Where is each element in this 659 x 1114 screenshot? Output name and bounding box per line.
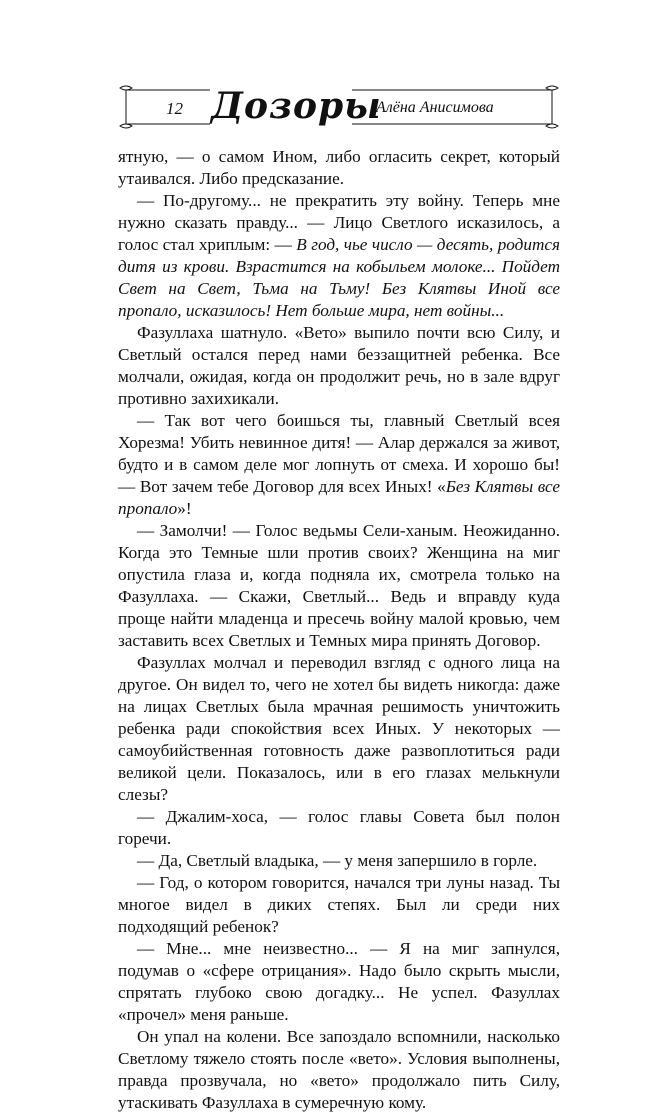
text-run: ятную, — о самом Ином, либо огласить секрет, который утаивался. Либо предсказание.: [118, 147, 560, 188]
text-run: Фазуллах молчал и переводил взгляд с одного лица на другое. Он видел то, чего не хотел бы видеть никогда: даже на лицах Светлых была мрачная решимость уничтожить ребенка ради спокойствия всех Иных. У некоторых — самоубийственная готовность даже развоплотиться ради великой цели. Показалось, или в его глазах мелькнули слезы?: [118, 653, 560, 804]
paragraph: [118, 1026, 560, 1114]
text-run: — По-другому... не прекратить эту войну. Теперь мне нужно сказать правду... — Лицо Светлого исказилось, а голос стал хриплым: —: [118, 191, 560, 254]
italic-text: В год, чье число — десять, родится дитя из крови. Взрастится на кобыльем молоке... Пойдет Свет на Свет, Тьма на Тьму! Без Клятвы Иной все пропало, исказилось! Нет больше мира, нет войны...: [118, 235, 560, 320]
text-run: — Так вот чего боишься ты, главный Светлый всея Хорезма! Убить невинное дитя! — Алар держался за живот, будто и в самом деле мог лопнуть от смеха. И хорошо бы! — Вот зачем тебе Договор для всех Иных! «: [118, 411, 560, 496]
text-run: — Год, о котором говорится, начался три луны назад. Ты многое видел в диких степях. Был ли среди них подходящий ребенок?: [118, 873, 560, 936]
text-run: — Джалим-хоса, — голос главы Совета был полон горечи.: [118, 807, 560, 848]
paragraph: [118, 520, 560, 652]
paragraph: [118, 410, 560, 520]
paragraph: [118, 652, 560, 806]
text-run: — Замолчи! — Голос ведьмы Сели-ханым. Неожиданно. Когда это Темные шли против своих? Женщина на миг опустила глаза и, когда подняла их, смотрела только на Фазуллаха. — Скажи, Светлый... Ведь и вправду куда проще найти младенца и пресечь войну малой кровью, чем заставить всех Светлых и Темных мира принять Договор.: [118, 521, 560, 650]
paragraph: [118, 938, 560, 1026]
paragraph: [118, 806, 560, 850]
body-text: [118, 146, 560, 1114]
paragraph: [118, 872, 560, 938]
author-name: Алёна Анисимова: [376, 99, 494, 116]
paragraph: [118, 190, 560, 322]
page-number: 12: [166, 99, 183, 118]
paragraph: [118, 850, 560, 872]
text-run: — Мне... мне неизвестно... — Я на миг запнулся, подумав о «сфере отрицания». Надо было скрыть мысли, спрятать глубоко свою догадку... Не успел. Фазуллах «прочел» меня раньше.: [118, 939, 560, 1024]
italic-text: Без Клятвы все пропало: [118, 477, 561, 518]
paragraph: [118, 146, 560, 190]
text-run: »!: [177, 499, 192, 518]
text-run: — Да, Светлый владыка, — у меня запершило в горле.: [137, 851, 538, 870]
text-run: Он упал на колени. Все запоздало вспомнили, насколько Светлому тяжело стоять после «вето». Условия выполнены, правда прозвучала, но «вето» продолжало пить Силу, утаскивать Фазуллаха в сумеречную кому.: [118, 1027, 560, 1112]
running-header: [118, 78, 560, 136]
series-logo: Дозоры: [211, 85, 382, 127]
paragraph: [118, 322, 560, 410]
text-run: Фазуллаха шатнуло. «Вето» выпило почти всю Силу, и Светлый остался перед нами беззащитней ребенка. Все молчали, ожидая, когда он продолжит речь, но в зале вдруг противно захихикали.: [118, 323, 560, 408]
